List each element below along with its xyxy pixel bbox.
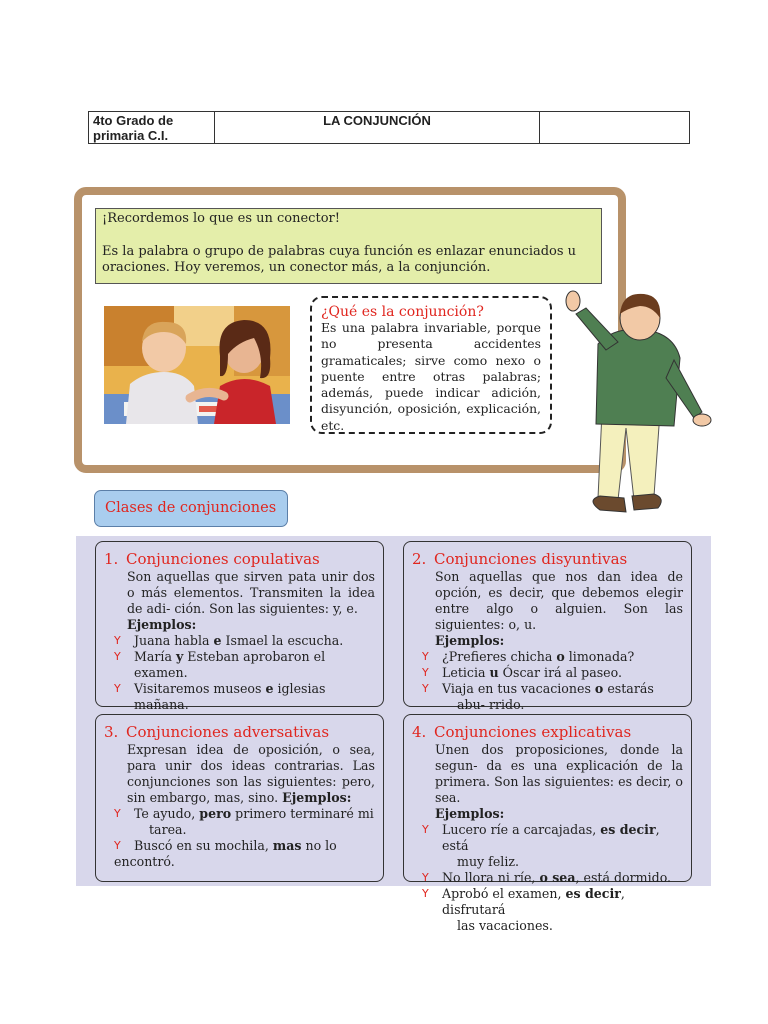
examples-list xyxy=(422,822,683,934)
card-title: 3. Conjunciones adversativas xyxy=(104,723,330,741)
clases-heading: Clases de conjunciones xyxy=(94,490,288,527)
teacher-illustration xyxy=(556,284,716,524)
bullet-icon: Y xyxy=(114,634,121,647)
bullet-icon: Y xyxy=(114,650,121,663)
bullet-icon: Y xyxy=(422,650,429,663)
list-item: Y ¿Prefieres chicha o limonada? xyxy=(422,649,635,664)
classroom-photo xyxy=(104,306,290,424)
recordemos-note xyxy=(95,208,602,284)
list-item: Y Te ayudo, pero primero terminaré mi tarea. xyxy=(114,806,374,837)
list-item: Y Viaja en tus vacaciones o estarás abu- rrido. xyxy=(422,681,654,712)
definition-title: ¿Qué es la conjunción? xyxy=(321,304,484,320)
examples-list xyxy=(114,806,375,870)
examples-label: Ejemplos: xyxy=(435,806,505,821)
list-item: Y María y Esteban aprobaron el examen. xyxy=(114,649,326,680)
recordemos-heading: ¡Recordemos lo que es un conector! xyxy=(102,211,340,226)
card-disyuntivas xyxy=(403,541,692,712)
list-item: Y Leticia u Óscar irá al paseo. xyxy=(422,665,622,680)
bullet-icon: Y xyxy=(422,666,429,679)
bullet-icon: Y xyxy=(114,682,121,695)
bullet-icon: Y xyxy=(114,807,121,820)
card-description: Expresan idea de oposición, o sea, para unir dos ideas contrarias. Las conjunciones son las siguientes: pero, sin embargo, mas, sino. Ejemplos: xyxy=(127,742,375,805)
card-description: Son aquellas que nos dan idea de opción, es decir, que debemos elegir entre algo o alguien. Son las siguientes: o, u. xyxy=(435,569,683,632)
definition-text: Es una palabra invariable, porque no presenta accidentes gramaticales; sirve como nexo o puente entre otras palabras; además, puede indicar adición, disyunción, oposición, explicación, etc. xyxy=(321,320,541,433)
examples-list xyxy=(114,633,375,713)
card-title: 4. Conjunciones explicativas xyxy=(412,723,632,741)
bullet-icon: Y xyxy=(114,839,121,852)
examples-list xyxy=(422,649,683,713)
card-title: 1. Conjunciones copulativas xyxy=(104,550,320,568)
card-title: 2. Conjunciones disyuntivas xyxy=(412,550,628,568)
examples-label: Ejemplos: xyxy=(435,633,505,648)
card-description: Son aquellas que sirven pata unir dos o más elementos. Transmiten la idea de adi- ción. Son las siguientes: y, e. xyxy=(127,569,375,616)
card-copulativas xyxy=(95,541,384,712)
card-description: Unen dos proposiciones, donde la segun- da es una explicación de la primera. Son las siguientes: es decir, o sea. xyxy=(435,742,683,805)
list-item: Y No llora ni ríe, o sea, está dormido. xyxy=(422,870,672,885)
page-title: LA CONJUNCIÓN xyxy=(215,112,540,143)
card-explicativas xyxy=(403,714,692,933)
bullet-icon: Y xyxy=(422,887,429,900)
list-item: Y Visitaremos museos e iglesias mañana. xyxy=(114,681,326,712)
definition-bubble xyxy=(310,296,552,434)
list-item: Y Aprobó el examen, es decir, disfrutará las vacaciones. xyxy=(422,886,625,933)
blank-cell xyxy=(540,112,689,143)
card-adversativas xyxy=(95,714,384,882)
grade-cell: 4to Grado de primaria C.I. xyxy=(89,112,215,143)
bullet-icon: Y xyxy=(422,823,429,836)
list-item: Y Juana habla e Ismael la escucha. xyxy=(114,633,344,648)
list-item: Y Lucero ríe a carcajadas, es decir, está muy feliz. xyxy=(422,822,660,869)
recordemos-text: Es la palabra o grupo de palabras cuya función es enlazar enunciados u oraciones. Hoy veremos, un conector más, a la conjunción. xyxy=(102,244,577,275)
list-item: Y Buscó en su mochila, mas no lo encontró. xyxy=(114,838,337,869)
examples-label: Ejemplos: xyxy=(127,617,197,632)
header-table xyxy=(88,111,690,144)
bullet-icon: Y xyxy=(422,871,429,884)
bullet-icon: Y xyxy=(422,682,429,695)
